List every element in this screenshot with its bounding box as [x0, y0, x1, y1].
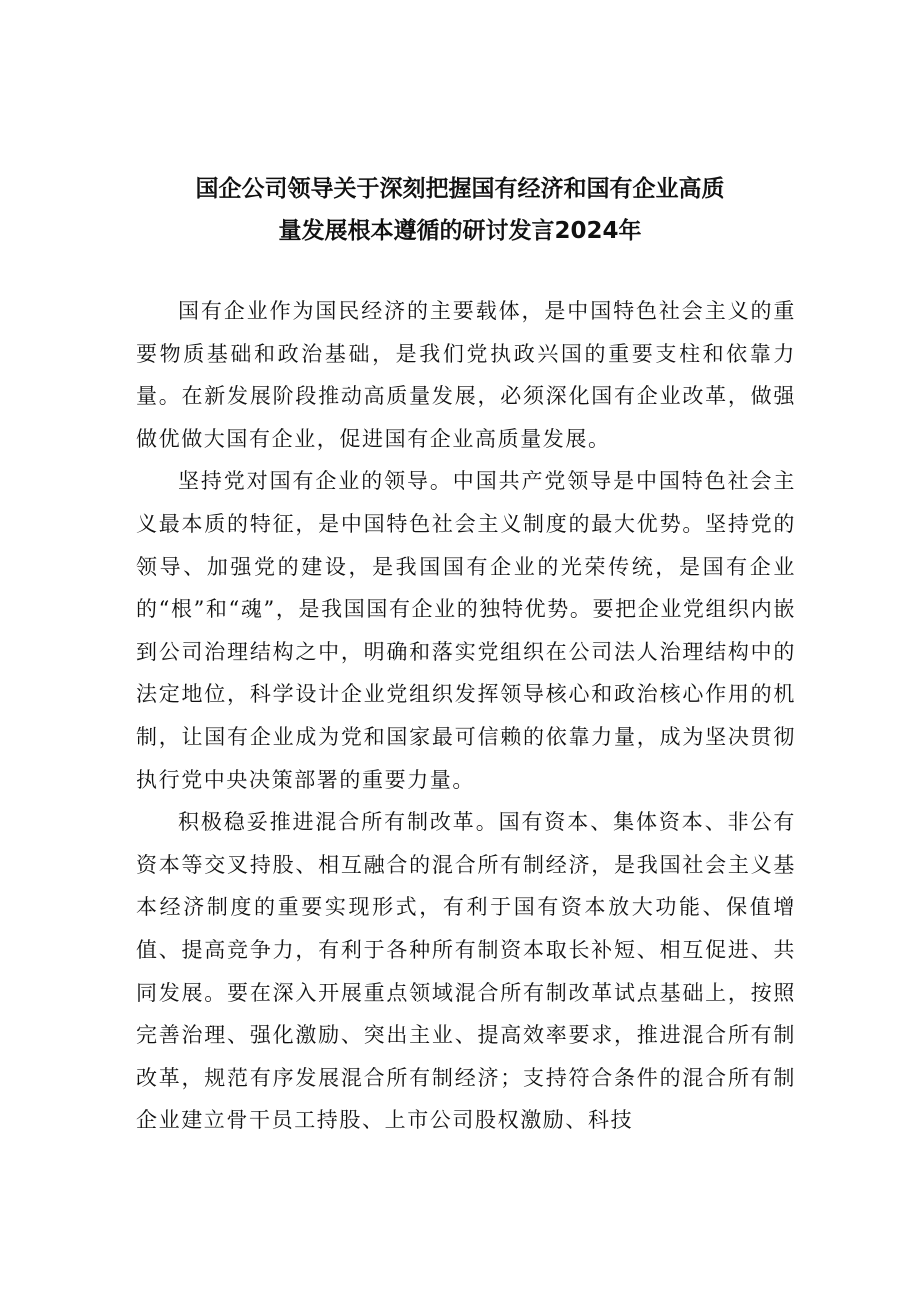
paragraph-intro: 国有企业作为国民经济的主要载体，是中国特色社会主义的重要物质基础和政治基础，是我们党执政兴国的重要支柱和依靠力量。在新发展阶段推动高质量发展，必须深化国有企业改革，做强做优做大国有企业，促进国有企业高质量发展。 [136, 299, 796, 451]
document-title [120, 168, 800, 252]
paragraph-party-leadership: 坚持党对国有企业的领导。中国共产党领导是中国特色社会主义最本质的特征，是中国特色社会主义制度的最大优势。坚持党的领导、加强党的建设，是我国国有企业的光荣传统，是国有企业的“根”和“魂”，是我国国有企业的独特优势。要把企业党组织内嵌到公司治理结构之中，明确和落实党组织在公司法人治理结构中的法定地位，科学设计企业党组织发挥领导核心和政治核心作用的机制，让国有企业成为党和国家最可信赖的依靠力量，成为坚决贯彻执行党中央决策部署的重要力量。 [136, 469, 796, 792]
paragraph-mixed-ownership: 积极稳妥推进混合所有制改革。国有资本、集体资本、非公有资本等交叉持股、相互融合的混合所有制经济，是我国社会主义基本经济制度的重要实现形式，有利于国有资本放大功能、保值增值、提高竞争力，有利于各种所有制资本取长补短、相互促进、共同发展。要在深入开展重点领域混合所有制改革试点基础上，按照完善治理、强化激励、突出主业、提高效率要求，推进混合所有制改革，规范有序发展混合所有制经济；支持符合条件的混合所有制企业建立骨干员工持股、上市公司股权激励、科技 [136, 810, 796, 1133]
title-line-2: 量发展根本遵循的研讨发言2024年 [278, 218, 642, 244]
document-body [136, 290, 796, 1142]
title-line-1: 国企公司领导关于深刻把握国有经济和国有企业高质 [195, 176, 725, 202]
